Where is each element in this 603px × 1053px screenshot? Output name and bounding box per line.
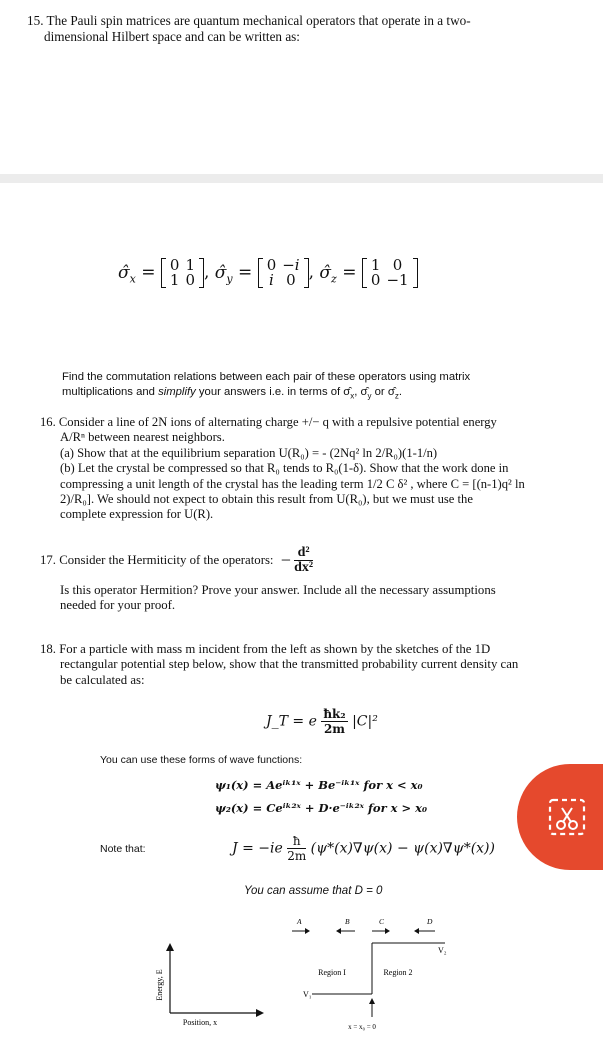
matrix-y: 0 −i i 0 bbox=[258, 258, 309, 288]
y-axis-label: Energy, E bbox=[155, 969, 164, 1001]
wave-intro: You can use these forms of wave functions: bbox=[100, 754, 303, 766]
q15-instructions: Find the commutation relations between each pair of these operators using matrix multiplications and simplify your answers i.e. in terms of $\sigmâ_x$, $\sigmâ_y$ or $\sigmâ_z$. bbox=[62, 371, 471, 401]
region2-label: Region 2 bbox=[383, 968, 413, 977]
assume-note: You can assume that D = 0 bbox=[244, 885, 383, 897]
label-c: C bbox=[379, 917, 385, 926]
sigma-z-symbol: $\sigmâ_z$ bbox=[319, 262, 337, 285]
sigma-y-symbol: $\sigmâ_y$ bbox=[214, 262, 233, 285]
x-axis-arrow bbox=[256, 1009, 264, 1017]
q15-line2: dimensional Hilbert space and can be written as: bbox=[44, 28, 300, 44]
q18-text: 18. For a particle with mass m incident from the left as shown by the sketches of the 1D rectangular potential step below, show that the transmitted probability current density can be calculated as: bbox=[40, 642, 519, 687]
jt-formula: J_T = e $\frac{\text{ħk₂}}{2m}$ |C|² bbox=[266, 707, 378, 736]
q17-text: Is this operator Hermition? Prove your answer. Include all the necessary assumptions needed for your proof. bbox=[60, 583, 496, 613]
j-formula: J = −ie $\frac{ħ}{2m}$ (ψ*(x)∇ψ(x) − ψ(x)∇ψ*(x)) bbox=[232, 834, 495, 863]
q16-text: 16. Consider a line of 2N ions of alternating charge +/− q with a repulsive potential energy A/Rⁿ between nearest neighbors. (a) Show that at the equilibrium separation U(R₀) = - (2Nq² ln 2/R₀)(1-1/n) (b) Let the crystal be compressed so that R₀ tends to R₀(1-δ). Show that the work done in compressing a unit length of the crystal has the leading term 1/2 C δ² , where C = [(n-1)q² ln 2)/R₀]. We should not expect to obtain this result from U(R₀), but we must use the complete expression for U(R). bbox=[40, 415, 525, 522]
psi2-formula: ψ₂(x) = Ceⁱᵏ²ˣ + D·e⁻ⁱᵏ²ˣ for x > x₀ bbox=[215, 801, 428, 815]
q15-line1: 15. The Pauli spin matrices are quantum mechanical operators that operate in a two- bbox=[27, 13, 471, 28]
v2-label: V₂ bbox=[438, 946, 447, 955]
sigma-x-symbol: $\sigmâ_x$ bbox=[118, 262, 136, 285]
label-d: D bbox=[427, 917, 433, 926]
note-label: Note that: bbox=[100, 843, 146, 855]
q17-line1: 17. Consider the Hermiticity of the operators: − $\frac{\text{d²}}{\text{dx²}}$ bbox=[40, 545, 314, 575]
y-axis-arrow bbox=[166, 943, 174, 951]
region1-label: Region I bbox=[318, 968, 346, 977]
label-a: A bbox=[297, 917, 302, 926]
label-b: B bbox=[345, 917, 350, 926]
v1-label: V₁ bbox=[303, 990, 312, 999]
crop-tool-button[interactable] bbox=[517, 764, 603, 870]
matrix-x: 0 1 1 0 bbox=[161, 258, 204, 288]
x-axis-label: Position, x bbox=[182, 1018, 218, 1027]
q15-text bbox=[27, 13, 587, 44]
x0-label: x = x₀ = 0 bbox=[348, 1023, 376, 1031]
potential-step-diagram bbox=[140, 905, 470, 1035]
q17-operator: $\frac{\text{d²}}{\text{dx²}}$ bbox=[294, 545, 314, 575]
matrix-z: 1 0 0 −1 bbox=[362, 258, 418, 288]
psi1-formula: ψ₁(x) = Aeⁱᵏ¹ˣ + Be⁻ⁱᵏ¹ˣ for x < x₀ bbox=[215, 778, 423, 792]
scissors-crop-icon bbox=[547, 797, 587, 837]
section-divider bbox=[0, 174, 603, 183]
pauli-matrices: $\sigmâ_x$ = 0 1 1 0 , $\sigmâ_y$ = 0 −i i 0 , $\sigmâ_z$ = 1 0 0 −1 bbox=[118, 258, 418, 288]
